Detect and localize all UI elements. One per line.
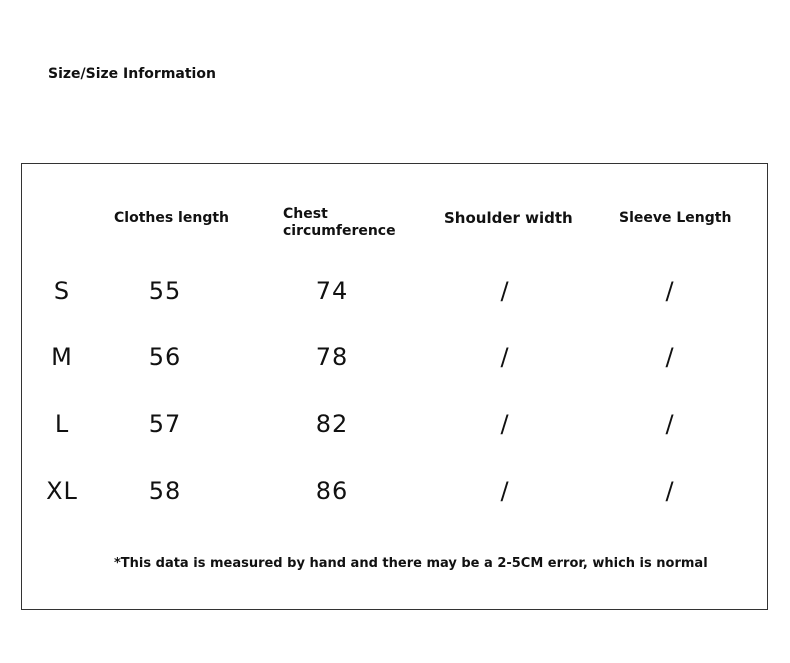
row-sleeve: / [665, 343, 675, 371]
header-chest-circumference [283, 206, 403, 240]
header-chest-line2: circumference [283, 223, 396, 239]
row-shoulder: / [500, 410, 510, 438]
row-chest: 74 [315, 277, 349, 305]
row-shoulder: / [500, 343, 510, 371]
header-clothes-length: Clothes length [114, 210, 229, 226]
header-sleeve-length: Sleeve Length [619, 210, 732, 226]
row-shoulder: / [500, 477, 510, 505]
page-title: Size/Size Information [48, 66, 216, 82]
row-chest: 78 [315, 343, 349, 371]
row-shoulder: / [500, 277, 510, 305]
header-chest-line1: Chest [283, 206, 328, 222]
row-clothes-length: 56 [148, 343, 182, 371]
row-sleeve: / [665, 477, 675, 505]
row-sleeve: / [665, 277, 675, 305]
row-size-label: L [54, 410, 70, 438]
size-table [21, 163, 768, 610]
row-clothes-length: 57 [148, 410, 182, 438]
row-clothes-length: 58 [148, 477, 182, 505]
row-chest: 86 [315, 477, 349, 505]
measurement-note: *This data is measured by hand and there may be a 2-5CM error, which is normal [114, 556, 708, 571]
header-shoulder-width: Shoulder width [444, 209, 573, 227]
row-clothes-length: 55 [148, 277, 182, 305]
row-sleeve: / [665, 410, 675, 438]
row-chest: 82 [315, 410, 349, 438]
row-size-label: M [51, 343, 73, 371]
row-size-label: XL [46, 477, 78, 505]
row-size-label: S [53, 277, 71, 305]
